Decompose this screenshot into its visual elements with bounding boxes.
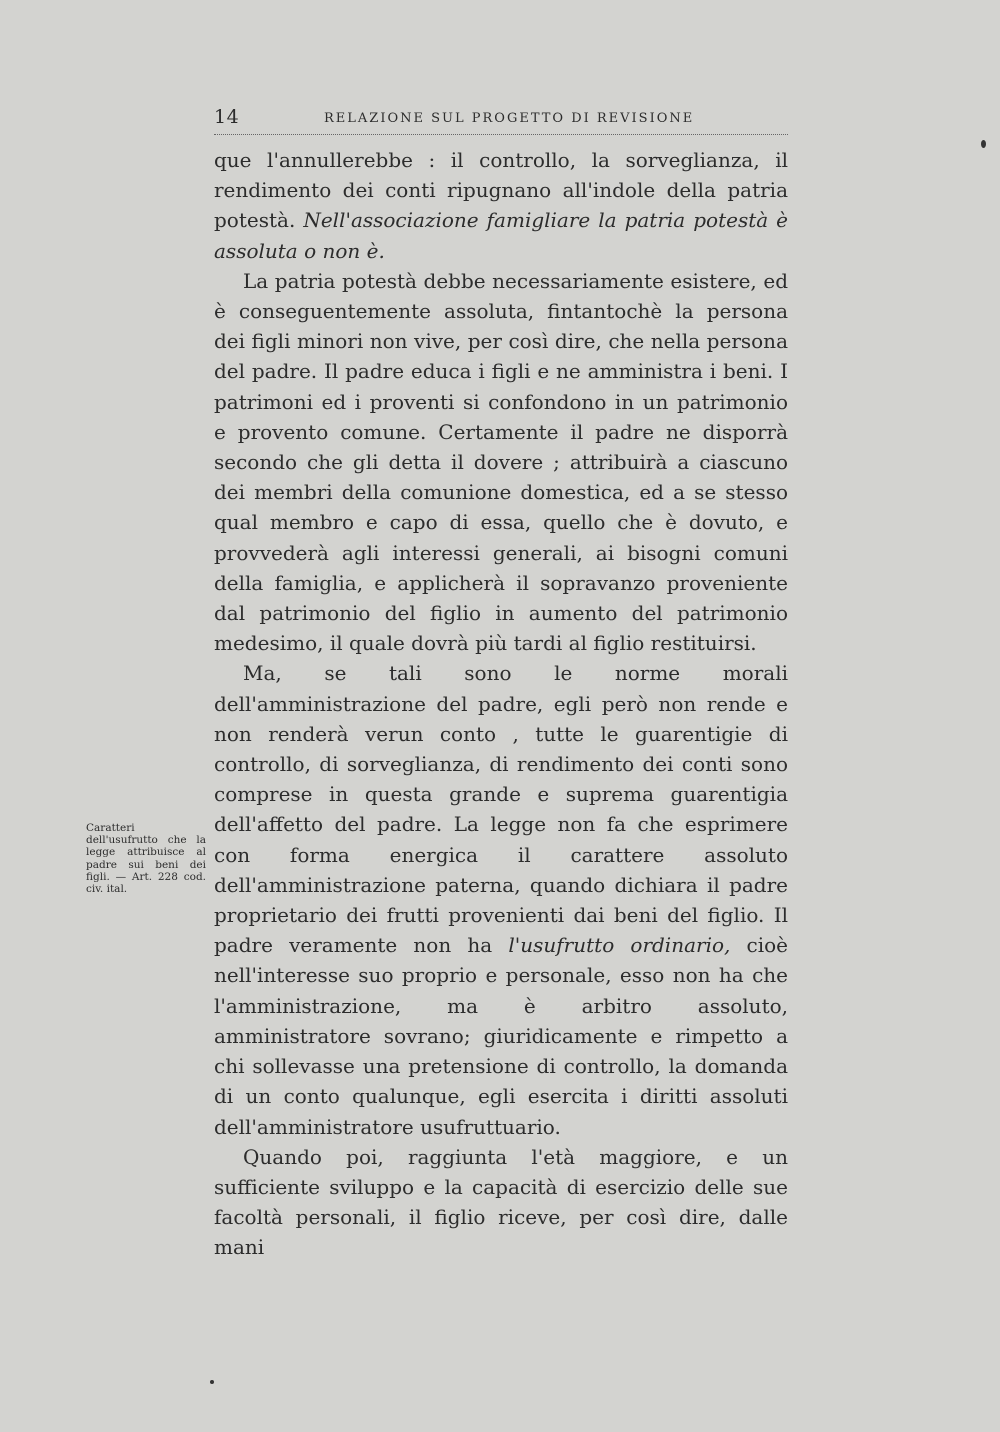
body-text (214, 145, 788, 1263)
running-head: RELAZIONE SUL PROGETTO DI REVISIONE (324, 111, 695, 126)
ink-speck (210, 1380, 214, 1384)
paragraph-1-italic: Nell'associazione famigliare la patria potestà è assoluta o non è. (214, 208, 789, 263)
paragraph-1-text: que l'annullerebbe : il controllo, la sorveglianza, il rendimento dei conti ripugnano all'indole della patria potestà. (214, 148, 788, 233)
ink-speck (981, 140, 986, 148)
paragraph-2: La patria potestà debbe necessariamente esistere, ed è conseguentemente assoluta, fintantochè la persona dei figli minori non vive, per così dire, che nella persona del padre. Il padre educa i figli e ne amministra i beni. I patrimoni ed i proventi si confondono in un patrimonio e provento comune. Certamente il padre ne disporrà secondo che gli detta il dovere ; attribuirà a ciascuno dei membri della comunione domestica, ed a se stesso qual membro e capo di essa, quello che è dovuto, e provvederà agli interessi generali, ai bisogni comuni della famiglia, e applicherà il sopravanzo proveniente dal patrimonio del figlio in aumento del patrimonio medesimo, il quale dovrà più tardi al figlio restituirsi. (214, 268, 788, 656)
page-number: 14 (214, 106, 240, 128)
paragraph-3-text-b: cioè nell'interesse suo proprio e personale, esso non ha che l'amministrazione, ma è arbitro assoluto, amministratore sovrano; giuridicamente e rimpetto a chi sollevasse una pretensione di controllo, la domanda di un conto qualunque, egli esercita i diritti assoluti dell'amministratore usufruttuario. (214, 933, 788, 1139)
marginal-note: Caratteri dell'usufrutto che la legge attribuisce al padre sui beni dei figli. — Art. 228 cod. civ. ital. (86, 822, 206, 896)
paragraph-3 (214, 658, 788, 1141)
paragraph-3-italic: l'usufrutto ordinario, (508, 933, 731, 958)
paragraph-4: Quando poi, raggiunta l'età maggiore, e un sufficiente sviluppo e la capacità di esercizio delle sue facoltà personali, il figlio riceve, per così dire, dalle mani (214, 1144, 788, 1260)
paragraph-3-text-a: Ma, se tali sono le norme morali dell'amministrazione del padre, egli però non rende e non renderà verun conto , tutte le guarentigie di controllo, di sorveglianza, di rendimento dei conti sono comprese in questa grande e suprema guarentigia dell'affetto del padre. La legge non fa che esprimere con forma energica il carattere assoluto dell'amministrazione paterna, quando dichiara il padre proprietario dei frutti provenienti dai beni del figlio. Il padre veramente non ha (214, 661, 788, 958)
page-header (214, 106, 788, 135)
paragraph-1 (214, 145, 788, 266)
